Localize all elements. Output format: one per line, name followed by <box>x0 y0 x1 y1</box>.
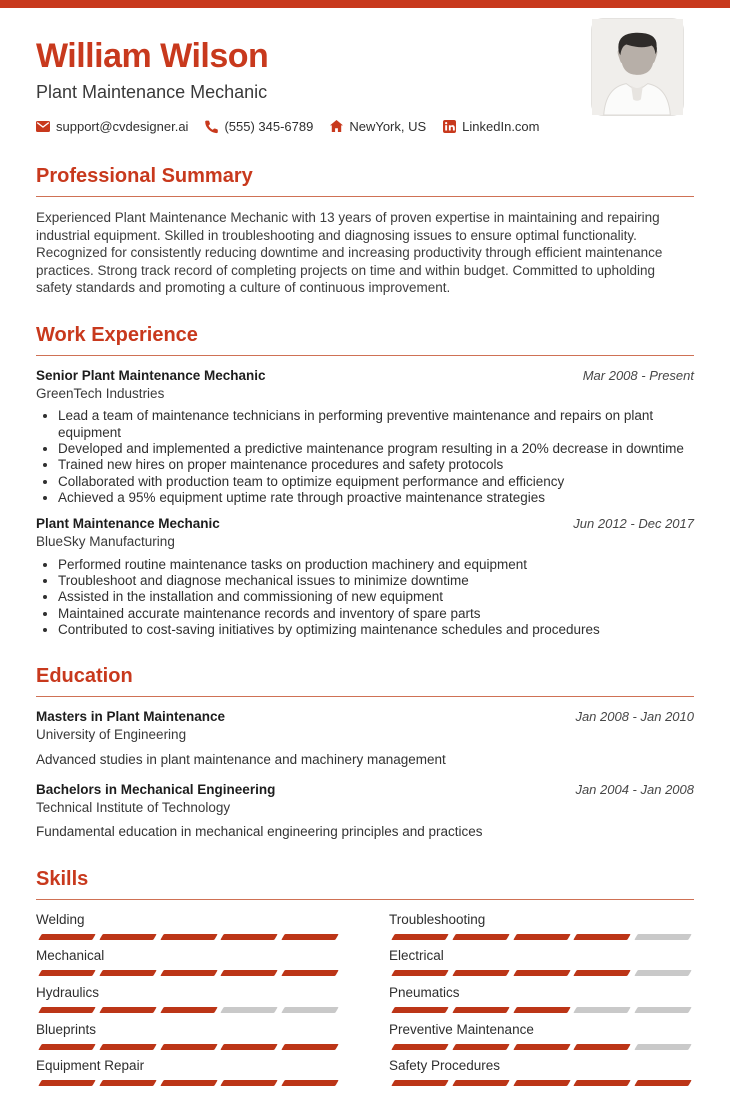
skill-bar-segment-filled <box>391 1080 448 1086</box>
skill-bar-segment-filled <box>452 934 509 940</box>
job-title: Plant Maintenance Mechanic <box>36 516 220 532</box>
skill-bar-segment-empty <box>574 1007 631 1013</box>
skill-label: Hydraulics <box>36 984 100 1000</box>
skill-bar-segment-filled <box>221 1080 278 1086</box>
skill-bar-segment-filled <box>221 1044 278 1050</box>
profile-photo-image <box>592 19 683 115</box>
job-bullet: • Maintained accurate maintenance records and inventory of spare parts <box>58 606 694 622</box>
job-bullet: • Achieved a 95% equipment uptime rate through proactive maintenance strategies <box>58 490 694 506</box>
skill-bar-segment-filled <box>513 970 570 976</box>
profile-photo <box>591 18 684 116</box>
contact-linkedin-text: LinkedIn.com <box>462 118 540 134</box>
section-professional-summary <box>36 165 694 297</box>
skill-bar-segment-filled <box>452 1044 509 1050</box>
skill-bar-segment-filled <box>99 1007 156 1013</box>
skill-bar-segment-empty <box>634 1007 691 1013</box>
contact-phone-text: (555) 345-6789 <box>224 118 314 134</box>
job-bullet: • Assisted in the installation and commissioning of new equipment <box>58 589 694 605</box>
skill-bar-segment-filled <box>391 1007 448 1013</box>
skill-bar-segment-filled <box>160 934 217 940</box>
skill-label: Troubleshooting <box>389 911 486 927</box>
skill-bar-segment-filled <box>574 970 631 976</box>
job-date-range: Jun 2012 - Dec 2017 <box>573 516 694 532</box>
education-description: Advanced studies in plant maintenance and machinery management <box>36 751 446 767</box>
summary-text: Experienced Plant Maintenance Mechanic with 13 years of proven expertise in maintaining and repairing industrial equipment. Skilled in troubleshooting and diagnosing issues to ensure optimal functionality. Recognized for consistently reducing downtime and increasing productivity through efficient maintenance practices. Strong track record of completing projects on time and within budget. Committed to upholding safety standards and promoting a culture of continuous improvement. <box>36 210 663 296</box>
school-name: University of Engineering <box>36 727 187 743</box>
job-bullet: • Troubleshoot and diagnose mechanical issues to minimize downtime <box>58 573 694 589</box>
experience-entries <box>36 356 694 639</box>
job-title: Senior Plant Maintenance Mechanic <box>36 367 266 383</box>
section-heading-summary: Professional Summary <box>36 165 694 197</box>
skill-bar-segment-empty <box>634 970 691 976</box>
job-bullet: • Collaborated with production team to optimize equipment performance and efficiency <box>58 474 694 490</box>
skill-bar <box>389 1044 694 1050</box>
skill-bar-segment-empty <box>634 1044 691 1050</box>
section-work-experience <box>36 324 694 639</box>
skills-column-left <box>36 912 341 1095</box>
skill-label: Blueprints <box>36 1021 97 1037</box>
skill-bar-segment-filled <box>99 934 156 940</box>
skill-item <box>389 948 694 976</box>
skill-bar <box>36 934 341 940</box>
skills-grid <box>36 912 694 1095</box>
skill-bar-segment-filled <box>99 1044 156 1050</box>
company-name: GreenTech Industries <box>36 385 165 401</box>
skill-bar-segment-filled <box>513 1007 570 1013</box>
skill-label: Electrical <box>389 948 444 964</box>
contact-location-text: NewYork, US <box>349 118 427 134</box>
skill-item <box>36 948 341 976</box>
job-bullet: • Developed and implemented a predictive maintenance program resulting in a 20% decrease in downtime <box>58 441 694 457</box>
skill-bar-segment-empty <box>221 1007 278 1013</box>
skill-bar-segment-filled <box>391 1044 448 1050</box>
job-bullet: • Contributed to cost-saving initiatives by optimizing maintenance schedules and procedures <box>58 622 694 638</box>
skill-bar-segment-filled <box>281 1044 338 1050</box>
skill-bar-segment-filled <box>452 1007 509 1013</box>
skill-bar-segment-filled <box>160 970 217 976</box>
skill-bar-segment-filled <box>38 1007 95 1013</box>
company-name: BlueSky Manufacturing <box>36 534 175 550</box>
skill-bar-segment-filled <box>574 934 631 940</box>
contact-location <box>330 119 426 134</box>
skill-label: Pneumatics <box>389 984 460 1000</box>
skill-bar-segment-filled <box>38 1044 95 1050</box>
skill-label: Welding <box>36 911 85 927</box>
envelope-icon <box>36 121 50 132</box>
skill-bar-segment-filled <box>38 934 95 940</box>
skill-bar-segment-filled <box>281 1080 338 1086</box>
skill-bar-segment-filled <box>452 970 509 976</box>
skill-bar-segment-filled <box>281 970 338 976</box>
section-skills <box>36 868 694 1095</box>
skill-bar-segment-filled <box>38 970 95 976</box>
skill-bar <box>389 1080 694 1086</box>
skill-label: Preventive Maintenance <box>389 1021 534 1037</box>
skill-item <box>36 912 341 940</box>
skill-item <box>389 1022 694 1050</box>
skill-bar-segment-filled <box>452 1080 509 1086</box>
skill-bar-segment-empty <box>281 1007 338 1013</box>
skill-bar-segment-filled <box>221 934 278 940</box>
skill-label: Mechanical <box>36 948 105 964</box>
skill-bar-segment-filled <box>574 1044 631 1050</box>
job-bullet: • Performed routine maintenance tasks on production machinery and equipment <box>58 557 694 573</box>
contact-linkedin[interactable] <box>443 119 539 134</box>
skills-column-right <box>389 912 694 1095</box>
skill-item <box>389 985 694 1013</box>
skill-bar <box>36 1080 341 1086</box>
skill-item <box>389 912 694 940</box>
school-name: Technical Institute of Technology <box>36 799 231 815</box>
skill-bar-segment-filled <box>281 934 338 940</box>
contact-row <box>36 119 694 134</box>
education-entry <box>36 782 694 841</box>
education-date-range: Jan 2008 - Jan 2010 <box>575 709 694 725</box>
education-entries <box>36 697 694 840</box>
skill-item <box>36 1058 341 1086</box>
candidate-name: William Wilson <box>36 37 269 75</box>
skill-bar <box>36 1044 341 1050</box>
skill-item <box>36 1022 341 1050</box>
skill-item <box>389 1058 694 1086</box>
skill-bar-segment-filled <box>99 1080 156 1086</box>
experience-entry <box>36 368 694 506</box>
section-heading-experience: Work Experience <box>36 324 694 356</box>
skill-bar-segment-filled <box>513 1080 570 1086</box>
skill-bar-segment-filled <box>160 1080 217 1086</box>
skill-bar-segment-filled <box>574 1080 631 1086</box>
experience-entry <box>36 516 694 638</box>
candidate-job-title: Plant Maintenance Mechanic <box>36 82 268 103</box>
skill-bar <box>36 970 341 976</box>
section-education <box>36 665 694 840</box>
section-heading-skills: Skills <box>36 868 694 900</box>
home-icon <box>330 120 343 132</box>
contact-email-text: support@cvdesigner.ai <box>56 118 189 134</box>
degree-title: Masters in Plant Maintenance <box>36 709 226 725</box>
job-bullet: • Lead a team of maintenance technicians in performing preventive maintenance and repairs on plant equipment <box>58 408 694 441</box>
skill-bar <box>389 934 694 940</box>
skill-label: Equipment Repair <box>36 1058 145 1074</box>
skill-bar <box>389 970 694 976</box>
skill-label: Safety Procedures <box>389 1058 501 1074</box>
section-heading-education: Education <box>36 665 694 697</box>
education-date-range: Jan 2004 - Jan 2008 <box>575 781 694 797</box>
skill-bar-segment-empty <box>634 934 691 940</box>
skill-bar-segment-filled <box>391 970 448 976</box>
contact-email[interactable] <box>36 119 188 134</box>
skill-bar-segment-filled <box>99 970 156 976</box>
skill-bar-segment-filled <box>160 1044 217 1050</box>
job-bullet-list <box>36 408 694 506</box>
skill-bar-segment-filled <box>221 970 278 976</box>
skill-bar-segment-filled <box>160 1007 217 1013</box>
skill-bar-segment-filled <box>634 1080 691 1086</box>
skill-bar-segment-filled <box>38 1080 95 1086</box>
skill-item <box>36 985 341 1013</box>
job-date-range: Mar 2008 - Present <box>582 367 694 383</box>
resume-header <box>36 8 694 138</box>
contact-phone[interactable] <box>205 119 313 134</box>
education-description: Fundamental education in mechanical engineering principles and practices <box>36 824 483 840</box>
job-bullet-list <box>36 557 694 639</box>
skill-bar-segment-filled <box>513 934 570 940</box>
skill-bar-segment-filled <box>391 934 448 940</box>
job-bullet: • Trained new hires on proper maintenance procedures and safety protocols <box>58 457 694 473</box>
linkedin-icon <box>443 120 456 133</box>
phone-icon <box>205 120 218 133</box>
top-accent-bar <box>0 0 730 8</box>
education-entry <box>36 709 694 768</box>
skill-bar <box>389 1007 694 1013</box>
degree-title: Bachelors in Mechanical Engineering <box>36 781 276 797</box>
skill-bar <box>36 1007 341 1013</box>
skill-bar-segment-filled <box>513 1044 570 1050</box>
